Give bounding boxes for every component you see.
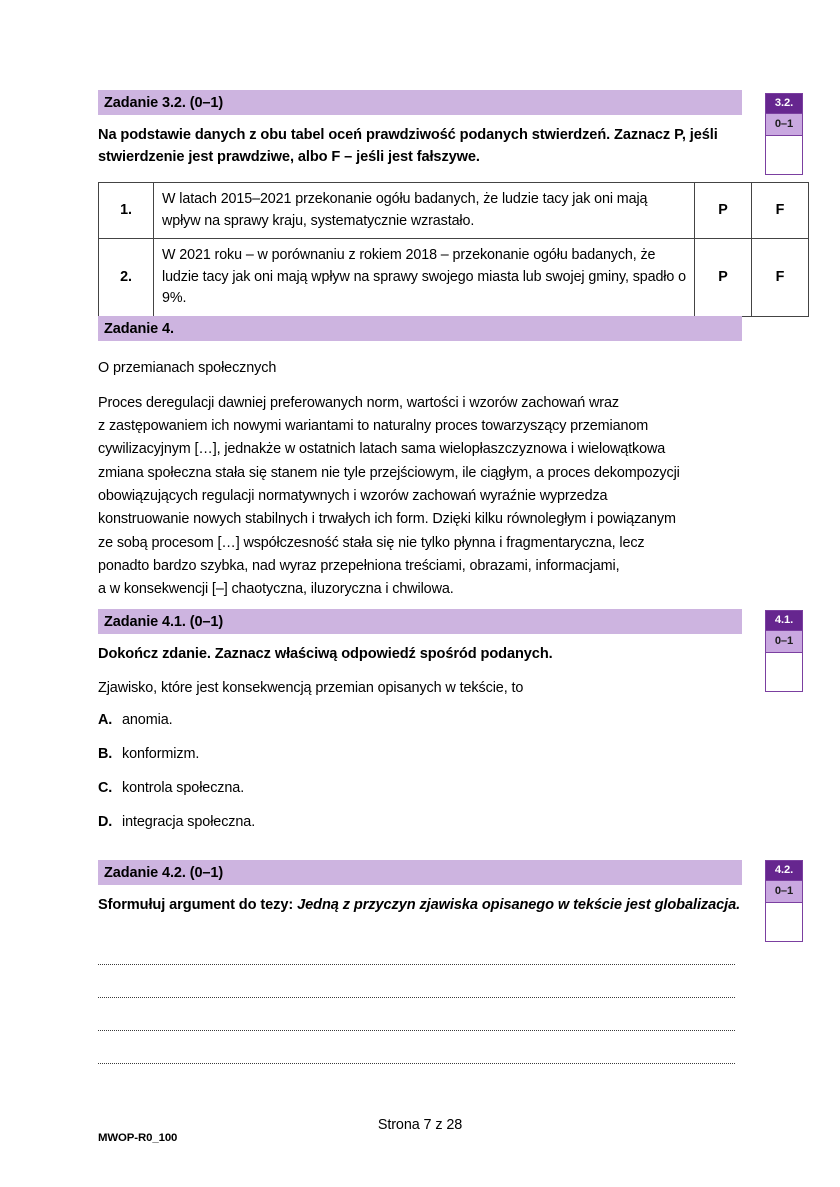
task-4-1-section — [98, 609, 742, 848]
table-row — [99, 239, 809, 316]
task-3-2-instruction-line-1: Na podstawie danych z obu tabel oceń prawdziwość podanych stwierdzeń. Zaznacz P, — [98, 127, 686, 143]
answer-line[interactable] — [98, 1031, 735, 1064]
score-box-entry-field[interactable] — [766, 902, 802, 941]
passage-line: obowiązujących regulacji normatywnych i wzorów zachowań wyraźnie wyprzedza — [98, 487, 608, 504]
task-4-title: Zadanie 4. — [104, 320, 174, 337]
score-box-number: 4.1. — [766, 611, 802, 630]
task-4-1-instruction: Dokończ zdanie. Zaznacz właściwą odpowiedź spośród podanych. — [98, 646, 553, 662]
task-4-2-instruction — [98, 894, 742, 916]
passage-line: z zastępowaniem ich nowymi wariantami to naturalny proces towarzyszący przemianom — [98, 417, 649, 434]
passage-line: konstruowanie nowych stabilnych i trwałych ich form. Dzięki kilku równoległym i powiązanym — [98, 511, 676, 528]
passage-line: Proces deregulacji dawniej preferowanych norm, wartości i wzorów zachowań wraz — [98, 394, 619, 411]
option-letter: D. — [98, 814, 113, 831]
option-letter: B. — [98, 746, 113, 763]
table-row — [99, 183, 809, 239]
option-text: kontrola społeczna. — [122, 780, 245, 797]
task-3-2-instruction — [98, 124, 742, 168]
footer-document-code: MWOP-R0_100 — [98, 1132, 178, 1144]
task-4-section — [98, 316, 742, 626]
passage-line: cywilizacyjnym […], jednakże w ostatnich latach sama wielopłaszczyznowa i wielowątkowa — [98, 441, 666, 458]
score-box-3-2 — [765, 93, 803, 175]
task-4-2-heading-band — [98, 860, 742, 885]
row-false-option[interactable]: F — [752, 239, 809, 316]
option-d[interactable] — [98, 814, 742, 830]
passage-line: ponadto bardzo szybka, nad wyraz przepełniona treściami, obrazami, informacjami, — [98, 557, 620, 574]
task-4-2-answer-lines — [98, 932, 742, 1064]
option-text: konformizm. — [122, 746, 200, 763]
task-3-2-heading-band — [98, 90, 742, 115]
row-true-option[interactable]: P — [695, 239, 752, 316]
passage-line: a w konsekwencji [–] chaotyczna, iluzoryczna i chwilowa. — [98, 581, 454, 598]
row-number: 2. — [99, 239, 154, 316]
task-4-1-title: Zadanie 4.1. (0–1) — [104, 613, 224, 630]
row-false-option[interactable]: F — [752, 183, 809, 239]
score-box-4-2 — [765, 860, 803, 942]
row-number: 1. — [99, 183, 154, 239]
score-box-points: 0–1 — [766, 630, 802, 652]
score-box-4-1 — [765, 610, 803, 692]
option-b[interactable] — [98, 746, 742, 762]
task-4-2-thesis-line-1: Jedną z przyczyn zjawiska opisanego w tekście jest — [297, 897, 651, 913]
task-3-2-section — [98, 90, 785, 317]
passage-line: ze sobą procesom […] współczesność stała się nie tylko płynna i fragmentaryczna, lecz — [98, 534, 645, 551]
task-4-2-instruction-prefix: Sformułuj argument do tezy: — [98, 897, 298, 913]
score-box-number: 4.2. — [766, 861, 802, 880]
passage-title: O przemianach społecznych — [98, 360, 277, 376]
score-box-entry-field[interactable] — [766, 135, 802, 174]
option-letter: C. — [98, 780, 113, 797]
task-3-2-instruction-line-2: jeśli stwierdzenie jest prawdziwe, albo F – jeśli jest fałszywe. — [98, 127, 718, 166]
option-a[interactable] — [98, 712, 742, 728]
passage-line: zmiana społeczna stała się stanem nie tyle przejściowym, ile ciągłym, a proces dekompozycji — [98, 464, 680, 481]
score-box-points: 0–1 — [766, 880, 802, 902]
option-c[interactable] — [98, 780, 742, 796]
option-letter: A. — [98, 712, 113, 729]
answer-line[interactable] — [98, 998, 735, 1031]
row-statement: W latach 2015–2021 przekonanie ogółu badanych, że ludzie tacy jak oni mają wpływ na sprawy kraju, systematycznie wzrastało. — [154, 183, 695, 239]
task-4-1-heading-band — [98, 609, 742, 634]
task-4-1-options — [98, 712, 742, 830]
row-statement: W 2021 roku – w porównaniu z rokiem 2018 – przekonanie ogółu badanych, że ludzie tacy jak oni mają wpływ na sprawy swojego miasta lub swojej gminy, spadło o 9%. — [154, 239, 695, 316]
task-4-2-thesis-line-2: globalizacja. — [654, 897, 741, 913]
score-box-points: 0–1 — [766, 113, 802, 135]
score-box-entry-field[interactable] — [766, 652, 802, 691]
task-4-2-title: Zadanie 4.2. (0–1) — [104, 864, 224, 881]
answer-line[interactable] — [98, 932, 735, 965]
task-3-2-title: Zadanie 3.2. (0–1) — [104, 94, 224, 111]
option-text: anomia. — [122, 712, 173, 729]
option-text: integracja społeczna. — [122, 814, 256, 831]
task-4-heading-band — [98, 316, 742, 341]
answer-line[interactable] — [98, 965, 735, 998]
footer-page-number: Strona 7 z 28 — [377, 1117, 463, 1133]
row-true-option[interactable]: P — [695, 183, 752, 239]
passage-body — [98, 392, 742, 602]
score-box-number: 3.2. — [766, 94, 802, 113]
task-4-2-section — [98, 860, 742, 1064]
task-4-1-stem: Zjawisko, które jest konsekwencją przemian opisanych w tekście, to — [98, 680, 524, 697]
true-false-table — [98, 182, 809, 316]
